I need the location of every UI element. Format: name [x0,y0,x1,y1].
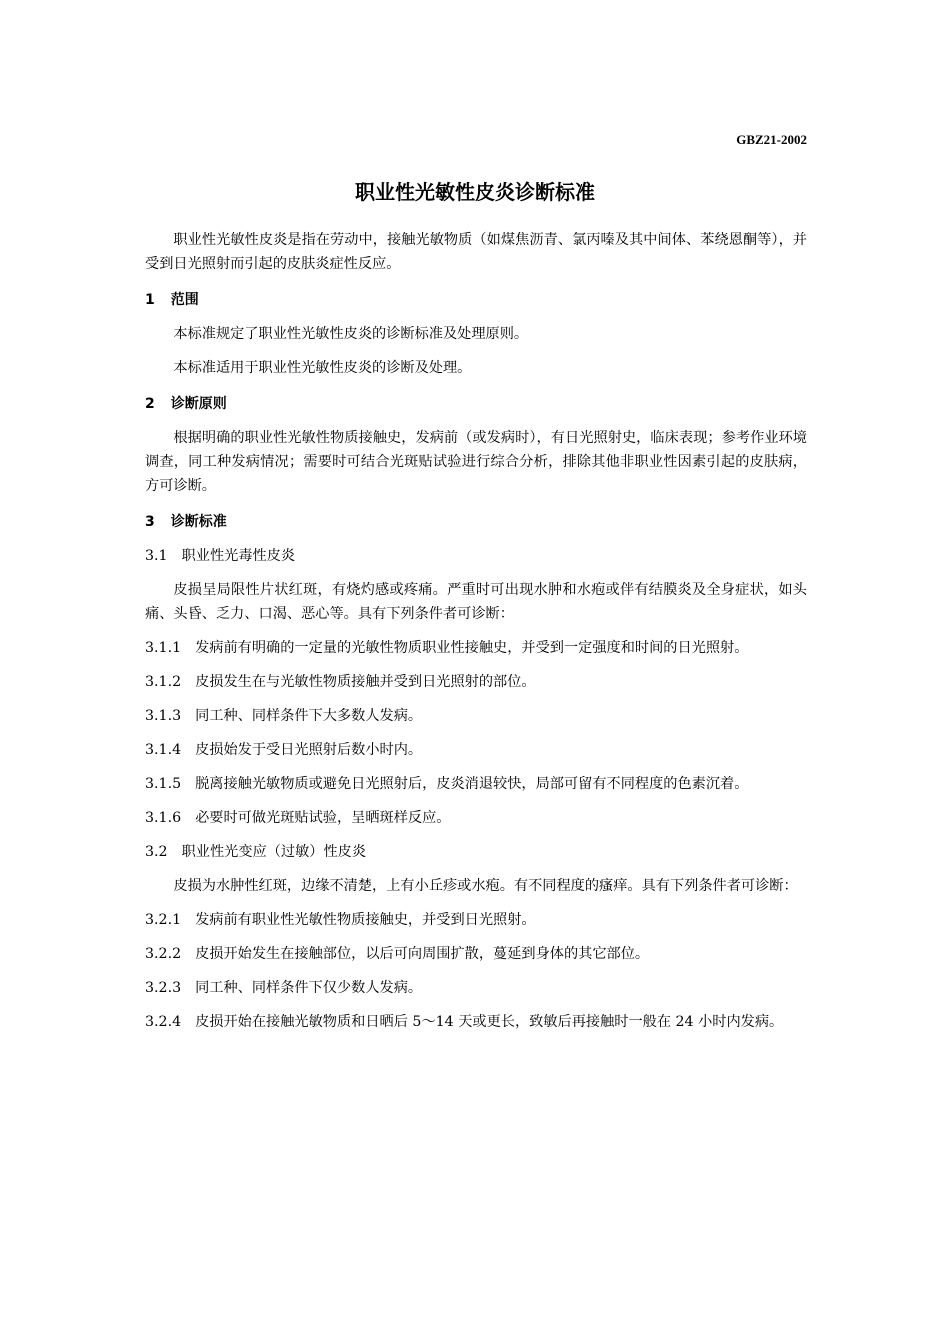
clause-text: 同工种、同样条件下仅少数人发病。 [195,980,423,996]
clause-3-1-4 [145,738,807,762]
clause-3-2-2 [145,942,807,966]
clause-number: 3.1.2 [145,674,182,690]
section-1-heading [145,288,807,312]
clause-number: 3.1.5 [145,776,182,792]
clause-text: 皮损开始在接触光敏物质和日晒后 5～14 天或更长，致敏后再接触时一般在 24 小时内发病。 [195,1014,784,1030]
clause-number: 3.2.3 [145,980,182,996]
clause-number: 3.1.4 [145,742,182,758]
subsection-number: 3.2 [145,844,168,860]
intro-paragraph: 职业性光敏性皮炎是指在劳动中，接触光敏物质（如煤焦沥青、氯丙嗪及其中间体、苯绕恩酮等），并受到日光照射而引起的皮肤炎症性反应。 [145,232,807,272]
document-body [145,228,807,1034]
clause-text: 皮损始发于受日光照射后数小时内。 [195,742,423,758]
clause-number: 3.2.1 [145,912,182,928]
clause-text: 发病前有明确的一定量的光敏性物质职业性接触史，并受到一定强度和时间的日光照射。 [195,640,749,656]
clause-text: 脱离接触光敏物质或避免日光照射后，皮炎消退较快，局部可留有不同程度的色素沉着。 [195,776,749,792]
subsection-title: 职业性光毒性皮炎 [181,548,296,564]
clause-text: 发病前有职业性光敏性物质接触史，并受到日光照射。 [195,912,536,928]
clause-number: 3.1.6 [145,810,182,826]
section-title: 诊断原则 [170,396,227,412]
document-title: 职业性光敏性皮炎诊断标准 [355,180,595,204]
clause-number: 3.2.2 [145,946,182,962]
section-3-heading [145,510,807,534]
section-1-paragraph-2: 本标准适用于职业性光敏性皮炎的诊断及处理。 [173,360,472,376]
section-1-paragraph-1: 本标准规定了职业性光敏性皮炎的诊断标准及处理原则。 [173,326,529,342]
clause-text: 皮损开始发生在接触部位，以后可向周围扩散，蔓延到身体的其它部位。 [195,946,650,962]
subsection-title: 职业性光变应（过敏）性皮炎 [181,844,367,860]
clause-3-1-2 [145,670,807,694]
clause-3-1-6 [145,806,807,830]
subsection-3-2-heading [145,840,807,864]
clause-text: 必要时可做光斑贴试验，呈晒斑样反应。 [195,810,451,826]
clause-number: 3.1.1 [145,640,182,656]
section-2-paragraph: 根据明确的职业性光敏性物质接触史，发病前（或发病时），有日光照射史，临床表现；参考作业环境调查，同工种发病情况；需要时可结合光斑贴试验进行综合分析，排除其他非职业性因素引起的皮肤病，方可诊断。 [145,430,807,494]
section-2-heading [145,392,807,416]
section-title: 诊断标准 [170,514,227,530]
subsection-3-1-heading [145,544,807,568]
clause-3-1-1 [145,636,807,660]
clause-number: 3.1.3 [145,708,182,724]
section-number: 2 [145,396,155,412]
clause-text: 皮损发生在与光敏性物质接触并受到日光照射的部位。 [195,674,536,690]
clause-3-2-1 [145,908,807,932]
clause-3-1-5 [145,772,807,796]
subsection-3-1-description: 皮损呈局限性片状红斑，有烧灼感或疼痛。严重时可出现水肿和水疱或伴有结膜炎及全身症状，如头痛、头昏、乏力、口渴、恶心等。具有下列条件者可诊断： [145,582,807,622]
clause-text: 同工种、同样条件下大多数人发病。 [195,708,423,724]
section-number: 1 [145,292,155,308]
clause-3-2-3 [145,976,807,1000]
subsection-number: 3.1 [145,548,168,564]
clause-number: 3.2.4 [145,1014,182,1030]
standard-number: GBZ21-2002 [736,132,807,147]
clause-3-1-3 [145,704,807,728]
clause-3-2-4 [145,1010,807,1034]
section-title: 范围 [170,292,199,308]
subsection-3-2-description: 皮损为水肿性红斑，边缘不清楚，上有小丘疹或水疱。有不同程度的瘙痒。具有下列条件者可诊断： [173,878,798,894]
section-number: 3 [145,514,155,530]
